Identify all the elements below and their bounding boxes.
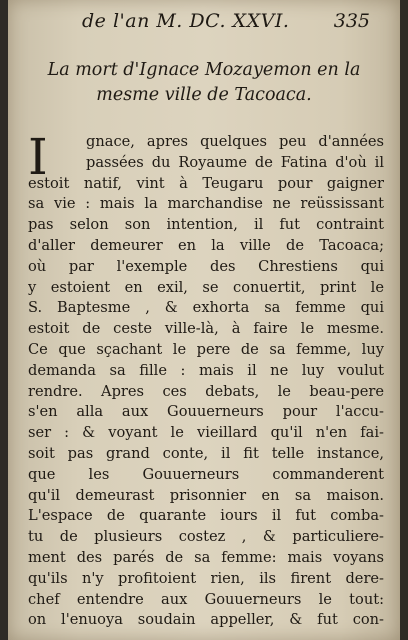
text-line: soit pas grand conte, il fit telle instance, — [28, 444, 384, 462]
text-line: qu'ils n'y profitoient rien, ils firent dere- — [28, 569, 384, 587]
chapter-heading — [22, 58, 386, 108]
text-line: ment des parés de sa femme: mais voyans — [28, 548, 384, 566]
text-line: ser : & voyant le vieillard qu'il n'en fai- — [28, 424, 384, 442]
text-line: Ce que sçachant le pere de sa femme, luy — [28, 340, 384, 358]
text-line: S. Baptesme , & exhorta sa femme qui — [28, 299, 384, 317]
text-line: s'en alla aux Gouuerneurs pour l'accu- — [28, 403, 384, 421]
drop-cap: I — [28, 128, 48, 186]
chapter-heading-line-1: La mort d'Ignace Mozayemon en la — [47, 60, 361, 80]
text-line: d'aller demeurer en la ville de Tacoaca; — [28, 236, 384, 254]
text-line: qu'il demeurast prisonnier en sa maison. — [28, 486, 384, 504]
text-line: rendre. Apres ces debats, le beau-pere — [28, 382, 384, 400]
chapter-heading-line-2: mesme ville de Tacoaca. — [96, 85, 312, 105]
text-line: passées du Royaume de Fatina d'où il — [86, 153, 384, 171]
text-line: sa vie : mais la marchandise ne reüssissant — [28, 195, 384, 213]
body-text — [28, 128, 384, 631]
text-line: où par l'exemple des Chrestiens qui — [28, 257, 384, 275]
text-line: L'espace de quarante iours il fut comba- — [28, 507, 384, 525]
text-line: pas selon son intention, il fut contraint — [28, 216, 384, 234]
text-line: gnace, apres quelques peu d'années — [86, 133, 384, 150]
running-head — [38, 10, 370, 36]
text-line: estoit natif, vint à Teugaru pour gaigner — [28, 174, 384, 192]
text-line: estoit de ceste ville-là, à faire le mesme. — [28, 320, 384, 338]
text-line: tu de plusieurs costez , & particuliere- — [28, 528, 384, 546]
text-line: chef entendre aux Gouuerneurs le tout: — [28, 590, 384, 608]
book-page — [8, 0, 400, 640]
text-line: demanda sa fille : mais il ne luy voulut — [28, 361, 384, 379]
text-line: y estoient en exil, se conuertit, print le — [28, 278, 384, 296]
text-line: on l'enuoya soudain appeller, & fut con- — [28, 611, 384, 629]
page-number: 335 — [333, 10, 370, 32]
running-head-title: de l'an M. DC. XXVI. — [82, 10, 290, 32]
text-line: que les Gouuerneurs commanderent — [28, 465, 384, 483]
